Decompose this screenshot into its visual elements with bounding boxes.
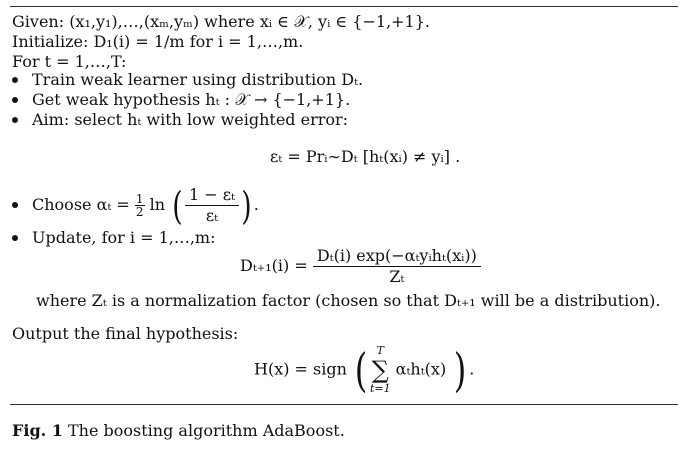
- bullet-hypothesis: [12, 90, 350, 110]
- one-half-fraction: $\frac{1}{2}$: [135, 192, 144, 219]
- left-paren: (: [354, 343, 368, 397]
- bullet-aim-text: Aim: select hₜ with low weighted error:: [32, 110, 349, 129]
- bullet-train: [12, 70, 363, 90]
- bullet-update-text: Update, for i = 1,…,m:: [32, 228, 216, 247]
- bottom-rule: [10, 404, 678, 405]
- caption-text: The boosting algorithm AdaBoost.: [62, 421, 345, 440]
- error-equation: εₜ = Prᵢ∼Dₜ [hₜ(xᵢ) ≠ yᵢ] .: [270, 147, 461, 166]
- right-paren: ): [453, 343, 467, 397]
- final-term: αₜhₜ(x): [390, 359, 452, 379]
- ln-symbol: ln: [144, 195, 171, 214]
- bullet-train-text: Train weak learner using distribution Dₜ.: [32, 70, 364, 89]
- final-end: .: [469, 359, 475, 379]
- bullet-update: [12, 228, 215, 248]
- bullet-hypothesis-text: Get weak hypothesis hₜ : 𝒳 → {−1,+1}.: [32, 90, 351, 109]
- update-lhs: Dₜ₊₁(i) =: [240, 256, 313, 275]
- sum-symbol: T ∑ t=1: [369, 344, 391, 395]
- final-hypothesis-equation: [254, 344, 474, 396]
- update-fraction: $\frac{\text{Dₜ(i) exp(−αₜyᵢhₜ(xᵢ))}}{\text{Zₜ}}$: [313, 247, 481, 286]
- bullet-icon: [12, 202, 18, 208]
- bullet-icon: [12, 77, 18, 83]
- bullet-choose: [12, 183, 259, 227]
- initialize-line: Initialize: D₁(i) = 1/m for i = 1,…,m.: [12, 32, 304, 51]
- figure-caption: [12, 421, 345, 441]
- bullet-icon: [12, 235, 18, 241]
- bullet-icon: [12, 117, 18, 123]
- final-lhs: H(x) = sign: [254, 359, 352, 379]
- bullet-aim: [12, 110, 348, 130]
- choose-end: .: [253, 195, 259, 214]
- normalization-note: where Zₜ is a normalization factor (chosen so that Dₜ₊₁ will be a distribution).: [36, 291, 661, 310]
- output-label: Output the final hypothesis:: [12, 324, 239, 343]
- alpha-fraction: $\frac{\text{1 − εₜ}}{\text{εₜ}}$: [185, 186, 239, 225]
- update-equation: [240, 246, 481, 286]
- right-paren: ): [241, 183, 252, 228]
- caption-label: Fig. 1: [12, 421, 63, 440]
- top-rule: [10, 6, 678, 7]
- left-paren: (: [172, 183, 183, 228]
- bullet-icon: [12, 97, 18, 103]
- given-line: Given: (x₁,y₁),…,(xₘ,yₘ) where xᵢ ∈ 𝒳, yᵢ ∈ {−1,+1}.: [12, 12, 431, 31]
- choose-prefix: Choose αₜ =: [32, 195, 135, 214]
- for-loop-line: For t = 1,…,T:: [12, 52, 127, 71]
